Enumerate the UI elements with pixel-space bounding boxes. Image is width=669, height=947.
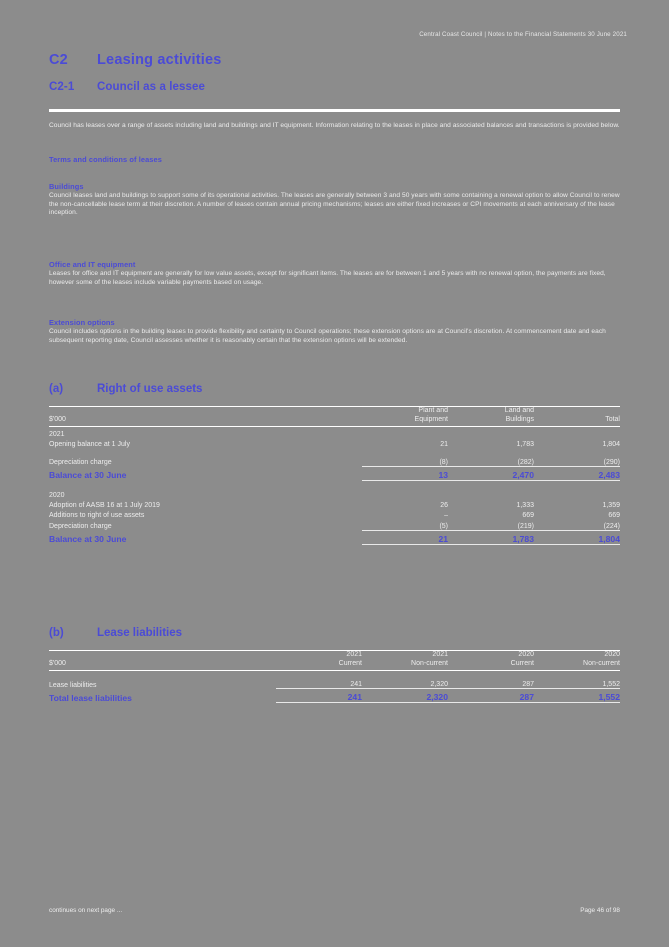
table-b-number: (b) <box>49 627 64 639</box>
table-row-year-2021 <box>49 426 620 438</box>
table-a-unit-label: $'000 <box>49 416 362 426</box>
table-a-total-2020-v1: 1,783 <box>448 530 534 544</box>
table-a-b-r2-label: Depreciation charge <box>49 523 112 531</box>
footer-continuation-note: continues on next page ... <box>49 907 123 914</box>
table-a-col3-line1 <box>534 407 620 417</box>
table-b-r0-v0: 241 <box>350 681 362 689</box>
term-heading-buildings: Buildings <box>49 182 84 191</box>
table-spacer-row <box>49 670 620 678</box>
table-b-r0-v2: 287 <box>522 681 534 689</box>
term-text-office-it-equipment: Leases for office and IT equipment are generally for low value assets, except for significant items. The leases are for between 1 and 5 years with no renewal option, the payments are fixed, however some of the leases include variable payments based on usage. <box>49 270 606 286</box>
table-a-year-2021: 2021 <box>49 430 65 438</box>
header-divider-rule <box>49 109 620 112</box>
table-a-b-r0-v0: 26 <box>440 501 448 509</box>
table-a-col3-line2: Total <box>534 416 620 426</box>
table-row <box>49 455 620 466</box>
table-row <box>49 678 620 689</box>
section-number: C2 <box>49 52 68 68</box>
table-a-r1-label: Depreciation charge <box>49 459 112 467</box>
term-text-buildings: Council leases land and buildings to support some of its operational activities. The leases are generally between 3 and 50 years with some containing a renewal option to allow Council to renew the non-cancellable lease term at their discretion. A number of leases contain annual pricing mechanisms; leases are either fixed increases or CPI movements at each anniversary of the lease inception. <box>49 192 620 217</box>
table-a-b-r2-v2: (224) <box>603 522 620 530</box>
table-a-r0-label: Opening balance at 1 July <box>49 441 130 449</box>
table-a-r1-v2: (290) <box>603 458 620 466</box>
table-a-col1-line2: Equipment <box>362 416 448 426</box>
table-b-title: Lease liabilities <box>97 627 183 639</box>
table-b-r0-v1: 2,320 <box>430 681 448 689</box>
running-header: Central Coast Council | Notes to the Financial Statements 30 June 2021 <box>419 31 627 38</box>
table-row <box>49 499 620 509</box>
table-a-b-r1-v1: 669 <box>522 512 534 520</box>
table-b-heading <box>49 627 182 639</box>
table-a-total-2020-v0: 21 <box>362 530 448 544</box>
terms-and-conditions-heading: Terms and conditions of leases <box>49 155 162 164</box>
table-b-col2-line1: 2021 <box>362 651 448 661</box>
table-a-col2-line2: Buildings <box>448 416 534 426</box>
intro-paragraph: Council has leases over a range of assets including land and buildings and IT equipment. Information relating to the leases in place and associated balances and transactions is provided below. <box>49 122 620 129</box>
subsection-title: Council as a lessee <box>97 81 206 93</box>
table-a-b-r0-v1: 1,333 <box>516 501 534 509</box>
table-b-unit-label: $'000 <box>49 660 276 670</box>
table-spacer-row <box>49 480 620 488</box>
table-a-b-r1-v2: 669 <box>608 512 620 520</box>
table-a-r1-v0: (8) <box>439 458 448 466</box>
table-a-total-2020-label: Balance at 30 June <box>49 534 127 545</box>
table-a-b-r0-v2: 1,359 <box>602 501 620 509</box>
table-total-row <box>49 466 620 480</box>
table-a-total-2021-v1: 2,470 <box>448 466 534 480</box>
table-a-col2-line1: Land and <box>448 407 534 417</box>
term-heading-office-it-equipment: Office and IT equipment <box>49 260 136 269</box>
table-a-spacer-cell <box>49 407 362 417</box>
table-b-col1-line1: 2021 <box>276 651 362 661</box>
term-block-buildings <box>49 182 620 218</box>
table-spacer-row <box>49 448 620 455</box>
table-b-total-v0: 241 <box>276 689 362 703</box>
table-row-year-2020 <box>49 488 620 499</box>
table-row <box>49 519 620 530</box>
term-block-office-it-equipment <box>49 260 620 287</box>
table-total-row <box>49 530 620 544</box>
table-a-year-2020: 2020 <box>49 491 65 499</box>
table-b-r0-v3: 1,552 <box>602 681 620 689</box>
table-a-total-2021-label: Balance at 30 June <box>49 470 127 481</box>
table-a-b-r2-v0: (5) <box>439 522 448 530</box>
table-b-col3-line1: 2020 <box>448 651 534 661</box>
table-a-col1-line1: Plant and <box>362 407 448 417</box>
table-b-col2-line2: Non-current <box>362 660 448 670</box>
table-a-r1-v1: (282) <box>517 458 534 466</box>
table-a-title: Right of use assets <box>97 383 203 395</box>
table-a-heading <box>49 383 202 395</box>
table-b-col1-line2: Current <box>276 660 362 670</box>
term-heading-extension-options: Extension options <box>49 318 115 327</box>
table-b-total-label: Total lease liabilities <box>49 692 132 703</box>
table-a-b-r0-label: Adoption of AASB 16 at 1 July 2019 <box>49 501 160 509</box>
subsection-heading <box>49 81 205 93</box>
table-b-total-v3: 1,552 <box>534 689 620 703</box>
table-a-total-2021-v2: 2,483 <box>534 466 620 480</box>
table-b-col3-line2: Current <box>448 660 534 670</box>
table-b-total-v2: 287 <box>448 689 534 703</box>
lease-liabilities-table <box>49 650 620 703</box>
table-a-number: (a) <box>49 383 64 395</box>
terms-heading-block <box>49 155 620 165</box>
subsection-number: C2-1 <box>49 81 75 93</box>
table-a-b-r1-label: Additions to right of use assets <box>49 512 145 520</box>
table-total-row <box>49 689 620 703</box>
section-heading <box>49 52 222 68</box>
table-b-total-v1: 2,320 <box>362 689 448 703</box>
term-text-extension-options: Council includes options in the building leases to provide flexibility and certainty to Council operations; these extension options are at Council's discretion. At commencement date and each subsequent reporting date, Council assesses whether it is reasonably certain that the extension options will be extended. <box>49 328 606 344</box>
table-a-r0-v2: 1,804 <box>602 441 620 449</box>
table-b-spacer-cell <box>49 651 276 661</box>
table-a-total-2021-v0: 13 <box>362 466 448 480</box>
intro-paragraph-block <box>49 122 620 131</box>
table-row <box>49 438 620 448</box>
table-a-b-r1-v0: – <box>444 512 448 520</box>
table-b-col4-line2: Non-current <box>534 660 620 670</box>
table-a-b-r2-v1: (219) <box>517 522 534 530</box>
section-title: Leasing activities <box>97 52 222 68</box>
table-b-r0-label: Lease liabilities <box>49 681 97 689</box>
table-a-r0-v1: 1,783 <box>516 441 534 449</box>
table-b-col4-line1: 2020 <box>534 651 620 661</box>
table-a-r0-v0: 21 <box>440 441 448 449</box>
footer-page-number: Page 46 of 98 <box>580 907 620 914</box>
table-a-total-2020-v2: 1,804 <box>534 530 620 544</box>
term-block-extension-options <box>49 318 620 345</box>
table-row <box>49 509 620 519</box>
right-of-use-assets-table <box>49 406 620 545</box>
page-footer <box>49 907 620 914</box>
